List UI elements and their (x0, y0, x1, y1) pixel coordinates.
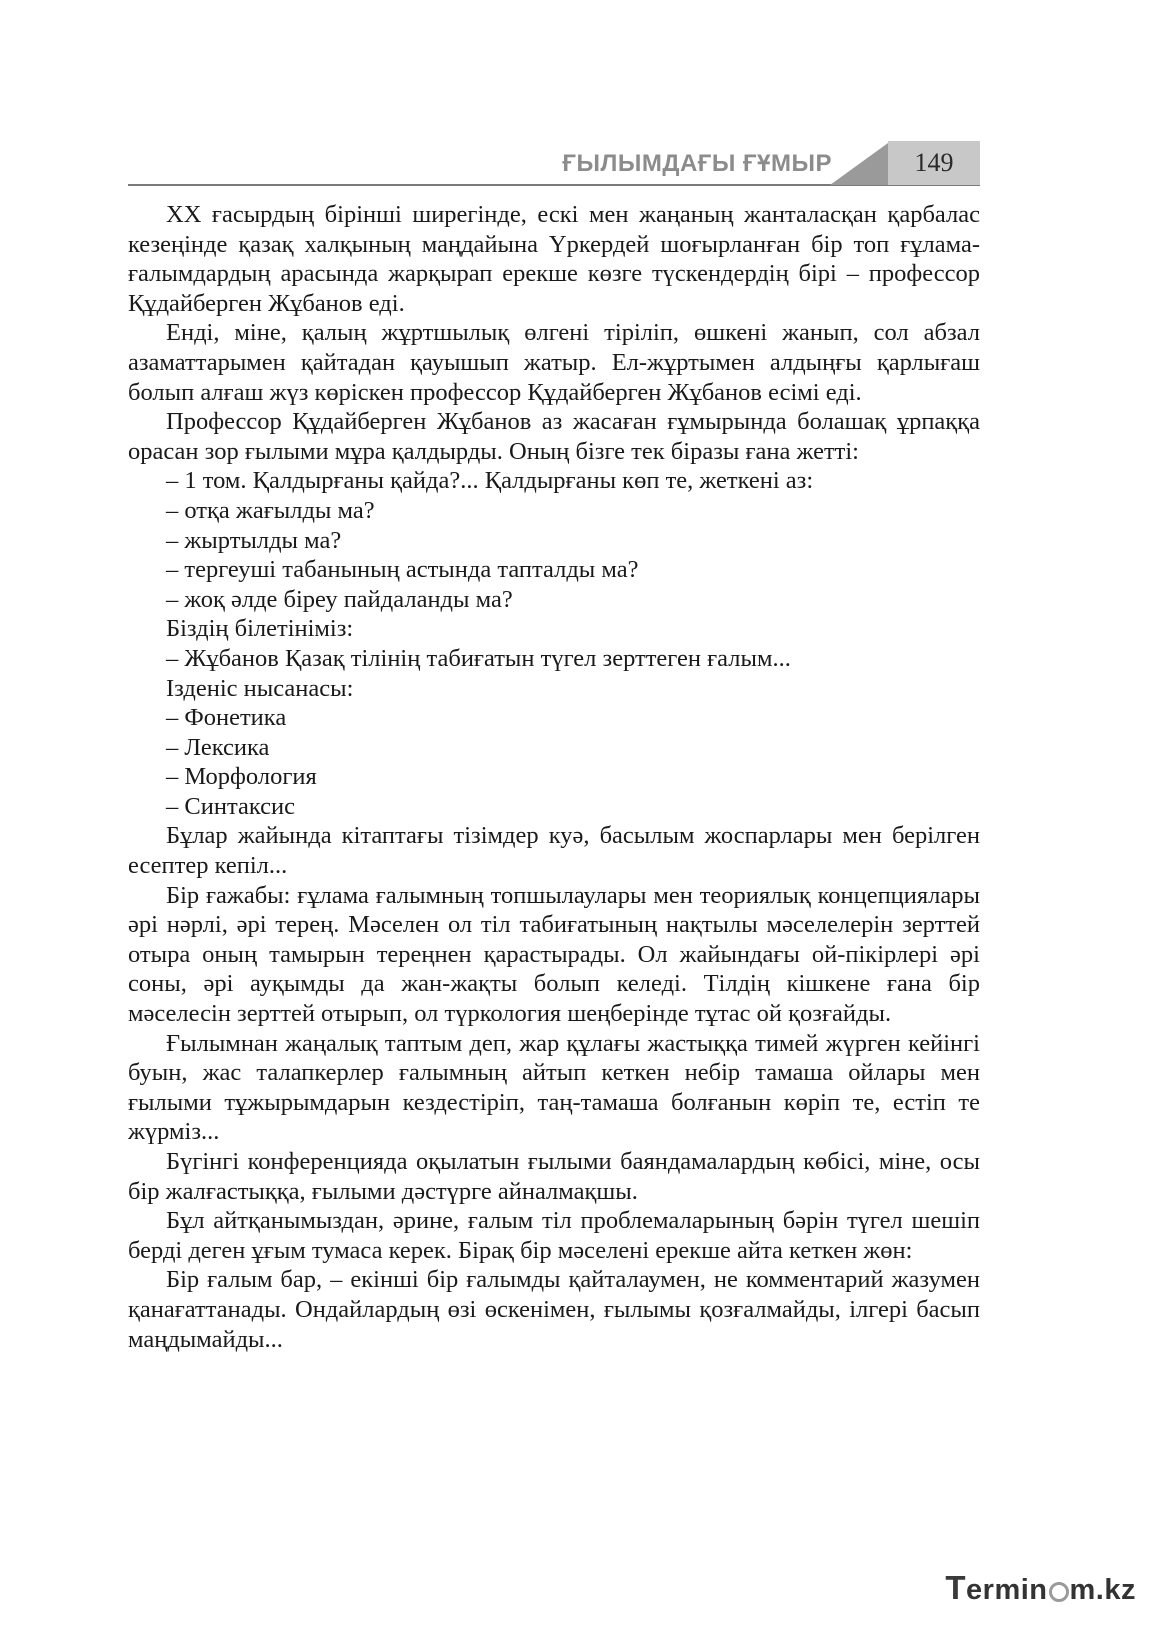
header-wedge-decoration (830, 143, 888, 185)
paragraph: Бір ғажабы: ғұлама ғалымның топшылаулары мен теориялық концепциялары әрі нәрлі, әрі терең. Мәселен ол тіл табиғатының нақтылы мәселелерін зерттей отыра оның тамырын тереңнен қарастырады. Ол жайындағы ой-пікірлері әрі соны, әрі ауқымды да жан-жақты болып келеді. Тілдің кішкене ғана бір мәселесін зерттей отырып, ол түркология шеңберінде тұтас ой қозғайды. (128, 881, 980, 1028)
paragraph: Профессор Құдайберген Жұбанов аз жасаған ғұмырында болашақ ұрпаққа орасан зор ғылыми мұра қалдырды. Оның бізге тек біразы ғана жетті: (128, 408, 980, 465)
paragraph: Бір ғалым бар, – екінші бір ғалымды қайталаумен, не комментарий жазумен қанағаттанады. Ондайлардың өзі өскенімен, ғылымы қозғалмайды, ілгері басып маңдымайды... (128, 1266, 980, 1353)
paragraph: Енді, міне, қалың жұртшылық өлгені тіріліп, өшкені жанып, сол абзал азаматтарымен қайтадан қауышып жатыр. Ел-жұртымен алдыңғы қарлығаш болып алғаш жүз көріскен профессор Құдайберген Жұбанов есімі еді. (128, 319, 980, 406)
watermark-letter-t: T (945, 1569, 967, 1606)
page-number: 149 (914, 148, 954, 177)
paragraph: Бұл айтқанымыздан, әрине, ғалым тіл проблемаларының бәрін түгел шешіп берді деген ұғым тумаса керек. Бірақ бір мәселені ерекше айта кеткен жөн: (128, 1207, 980, 1264)
running-header (128, 139, 980, 187)
list-item: – Фонетика (166, 704, 287, 732)
paragraph: Бұлар жайында кітаптағы тізімдер куә, басылым жоспарлары мен берілген есептер кепіл... (128, 822, 980, 880)
watermark-circle-icon (1049, 1582, 1069, 1602)
watermark-text-part2: m.kz (1069, 1574, 1136, 1606)
paragraph: ХХ ғасырдың бірінші ширегінде, ескі мен жаңаның жанталасқан қарбалас кезеңінде қазақ халқының маңдайына Үркердей шоғырланған бір топ ғұлама-ғалымдардың арасында жарқырап ерекше көзге түскендердің бірі – профессор Құдайберген Жұбанов еді. (128, 201, 980, 317)
list-label: Біздің білетініміз: (166, 615, 354, 643)
list-label: Ізденіс нысанасы: (166, 674, 354, 702)
paragraph: Бүгінгі конференцияда оқылатын ғылыми баяндамалардың көбісі, міне, осы бір жалғастыққа, ғылыми дәстүрге айналмақшы. (128, 1148, 980, 1205)
running-title: ҒЫЛЫМДАҒЫ ҒҰМЫР (562, 150, 832, 177)
list-item: – тергеуші табанының астында тапталды ма? (166, 556, 639, 584)
list-item: – Лексика (166, 733, 270, 761)
list-item: – жоқ әлде біреу пайдаланды ма? (166, 585, 513, 613)
page-body (128, 200, 980, 1354)
watermark-text-part1: ermin (966, 1574, 1048, 1606)
site-watermark (945, 1569, 1136, 1607)
list-item: – отқа жағылды ма? (166, 496, 375, 524)
list-item: – Синтаксис (166, 792, 295, 820)
list-item: – Жұбанов Қазақ тілінің табиғатын түгел зерттеген ғалым... (166, 644, 791, 672)
list-item: – жыртылды ма? (166, 526, 342, 554)
paragraph: Ғылымнан жаңалық таптым деп, жар құлағы жастыққа тимей жүрген кейінгі буын, жас талапкерлер ғалымның айтып кеткен небір тамаша ойлары мен ғылыми тұжырымдарын кездестіріп, таң-тамаша болғанын көріп те, естіп те жүрміз... (128, 1029, 980, 1146)
page-number-box (888, 141, 980, 185)
list-item: – 1 том. Қалдырғаны қайда?... Қалдырғаны көп те, жеткені аз: (166, 467, 814, 495)
list-item: – Морфология (166, 763, 317, 791)
